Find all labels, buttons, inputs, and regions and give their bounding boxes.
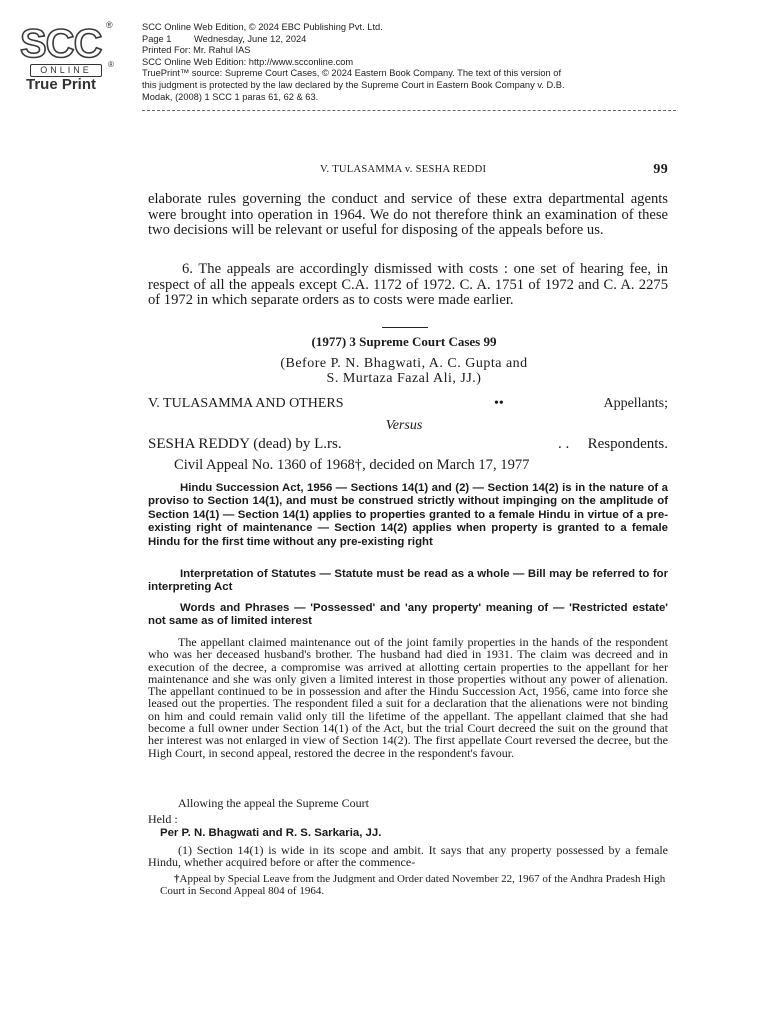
decided-line: Civil Appeal No. 1360 of 1968†, decided on March 17, 1977 [174,457,530,473]
source-line-2: this judgment is protected by the law declared by the Supreme Court in Eastern Book Company v. D.B. [142,79,565,90]
page-date-line [142,34,682,46]
print-metadata [142,22,682,103]
case-citation: (1977) 3 Supreme Court Cases 99 [311,334,497,349]
headnote-interpretation: Interpretation of Statutes — Statute must be read as a whole — Bill may be referred to for interpreting Act [148,568,668,594]
bench-line-1: (Before P. N. Bhagwati, A. C. Gupta and [280,356,528,371]
running-header [140,164,668,178]
running-title: V. TULASAMMA v. SESHA REDDI [320,164,487,175]
logo-registered-mark: ® [106,20,113,30]
footnote-text: Appeal by Special Leave from the Judgment and Order dated November 22, 1967 of the Andhra Pradesh High Court in Second Appeal 804 of 1964. [160,873,666,897]
held-label: Held : [148,812,178,826]
printed-for-line: Printed For: Mr. Rahul IAS [142,45,251,56]
versus: Versus [385,418,423,433]
respondent-name: SESHA REDDY (dead) by L.rs. [148,436,342,452]
source-line-1: TruePrint™ source: Supreme Court Cases, © 2024 Eastern Book Company. The text of this version of [142,68,562,79]
respondent-role: Respondents. [587,436,668,452]
footnote [160,874,668,897]
bench [140,356,668,386]
logo-scc-text: SCC [20,22,102,66]
headnote-words-phrases: Words and Phrases — 'Possessed' and 'any property' meaning of — 'Restricted estate' not same as of limited interest [148,602,668,628]
section-rule [382,327,428,328]
print-date: Wednesday, June 12, 2024 [194,33,307,44]
header-separator [142,110,676,111]
logo-registered-mark-2: ® [108,60,114,69]
per-judges: Per P. N. Bhagwati and R. S. Sarkaria, JJ. [160,827,382,839]
logo-online-text: ONLINE [30,64,102,77]
source-line-3: Modak, (2008) 1 SCC 1 paras 61, 62 & 63. [142,91,319,102]
appellant-line [148,396,668,412]
appellant-name: V. TULASAMMA AND OTHERS [148,396,344,411]
paragraph-6: 6. The appeals are accordingly dismissed with costs : one set of hearing fee, in respect of all the appeals except C.A. 1172 of 1972. C. A. 1751 of 1972 and C. A. 2275 of 1972 in which separate orders as to costs were made earlier. [148,261,668,309]
facts-summary: The appellant claimed maintenance out of the joint family properties in the hands of the respondent who was her deceased husband's brother. The husband had died in 1931. The claim was decreed and in execution of the decree, a compromise was arrived at allotting certain properties to the appellant for her maintenance and she was only given a limited interest in those properties without any power of alienation. The appellant continued to be in possession and after the Hindu Succession Act, 1956, came into force she leased out the properties. The respondent filed a suit for a declaration that the alienations were not binding on him and could remain valid only till the lifetime of the appellant. The appellant claimed that she had become a full owner under Section 14(1) of the Act, but the trial Court decreed the suit on the ground that her interest was not enlarged in view of Section 14(2). The first appellate Court reversed the decree, but the High Court, in second appeal, restored the decree in the respondent's favour. [148,635,668,760]
paragraph-continued: elaborate rules governing the conduct and service of these extra departmental agents were brought into operation in 1964. We do not therefore think an examination of these two decisions will be relevant or useful for disposing of the appeals before us. [148,191,668,239]
holding-1: (1) Section 14(1) is wide in its scope and ambit. It says that any property possessed by a female Hindu, whether acquired before or after the commence- [148,843,668,870]
appellant-dots: •• [494,396,504,411]
footnote-dagger: † [174,873,180,885]
web-edition-line: SCC Online Web Edition: http://www.scconline.com [142,56,354,67]
allowing-line: Allowing the appeal the Supreme Court [178,796,369,810]
logo-true-print-text: True Print [26,76,97,93]
respondent-dots: . . [558,436,570,452]
scc-online-true-print-logo [14,20,136,93]
page-number: 99 [653,162,668,177]
respondent-line [148,436,668,453]
headnote-hindu-succession: Hindu Succession Act, 1956 — Sections 14(1) and (2) — Section 14(2) is in the nature of a proviso to Section 14(1), and must be construed strictly without impinging on the amplitude of Section 14(1) — Section 14(1) applies to properties granted to a female Hindu in virtue of a pre-existing right of maintenance — Section 14(2) applies when property is granted to a female Hindu for the first time without any pre-existing right [148,482,668,548]
page-label: Page 1 [142,33,172,44]
bench-line-2: S. Murtaza Fazal Ali, JJ.) [326,371,482,386]
edition-line: SCC Online Web Edition, © 2024 EBC Publishing Pvt. Ltd. [142,22,383,32]
appellant-role: Appellants; [603,396,668,411]
